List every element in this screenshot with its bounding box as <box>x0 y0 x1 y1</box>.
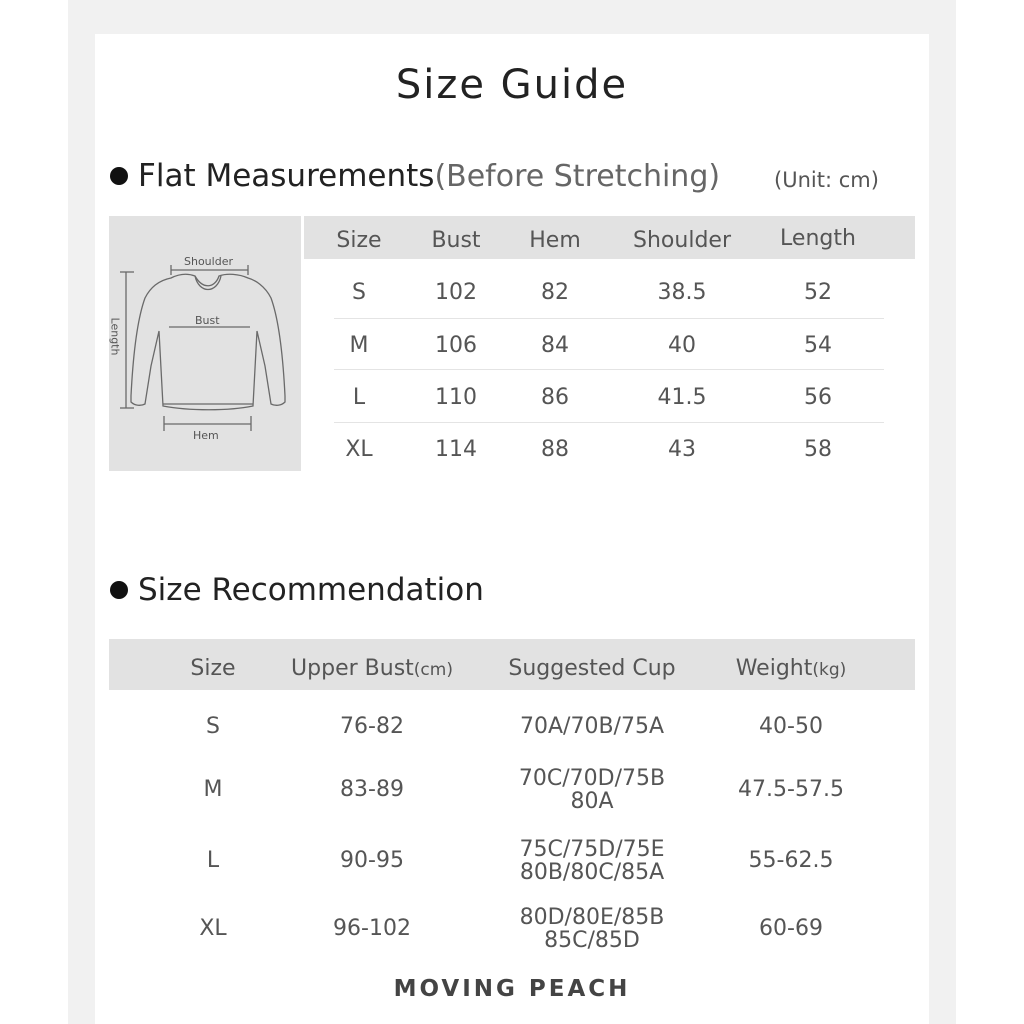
recommend-cell-weight: 55-62.5 <box>748 848 834 873</box>
recommend-cell-size: L <box>206 848 220 873</box>
recommend-cell-cup: 80B/80C/85A <box>519 860 665 885</box>
recommend-cell-cup: 75C/75D/75E <box>519 837 665 862</box>
recommend-cell-upper-bust: 76-82 <box>340 714 404 739</box>
size-recommendation-heading <box>110 572 484 608</box>
flat-cell-size: XL <box>345 437 373 462</box>
recommend-header-cup: Suggested Cup <box>508 656 676 681</box>
diagram-label-length: Length <box>108 317 122 356</box>
recommend-header-upper-bust: Upper Bust(cm) <box>291 656 453 681</box>
flat-cell-hem: 88 <box>541 437 569 462</box>
diagram-label-shoulder: Shoulder <box>184 255 233 268</box>
flat-cell-hem: 86 <box>541 385 569 410</box>
recommend-cell-weight: 40-50 <box>759 714 823 739</box>
unit-label: (Unit: cm) <box>774 168 879 192</box>
flat-cell-length: 54 <box>804 333 832 358</box>
flat-header-hem: Hem <box>529 228 581 253</box>
recommend-cell-size: S <box>206 714 220 739</box>
flat-cell-bust: 102 <box>435 280 477 305</box>
row-divider <box>334 422 884 423</box>
recommend-cell-upper-bust: 90-95 <box>340 848 404 873</box>
flat-cell-hem: 84 <box>541 333 569 358</box>
recommend-cell-size: XL <box>199 916 227 941</box>
recommend-header-weight: Weight(kg) <box>735 656 847 681</box>
recommend-cell-weight: 47.5-57.5 <box>738 777 844 802</box>
flat-cell-length: 52 <box>804 280 832 305</box>
flat-heading-paren: (Before Stretching) <box>434 158 721 194</box>
page-title: Size Guide <box>395 62 629 108</box>
flat-cell-shoulder: 38.5 <box>657 280 707 305</box>
recommend-cell-cup: 80D/80E/85B <box>519 905 665 930</box>
flat-cell-shoulder: 43 <box>668 437 696 462</box>
recommend-cell-size: M <box>203 777 223 802</box>
flat-cell-bust: 106 <box>435 333 477 358</box>
flat-measurements-heading <box>110 158 720 194</box>
recommend-cell-cup: 70A/70B/75A <box>520 714 664 739</box>
bullet-icon <box>110 167 128 185</box>
shirt-measurement-diagram <box>109 216 301 471</box>
flat-cell-length: 56 <box>804 385 832 410</box>
flat-cell-length: 58 <box>804 437 832 462</box>
recommend-heading-text: Size Recommendation <box>138 572 484 608</box>
recommend-cell-upper-bust: 83-89 <box>340 777 404 802</box>
bullet-icon <box>110 581 128 599</box>
diagram-label-hem: Hem <box>193 429 219 442</box>
brand-logo: MOVING PEACH <box>393 976 631 1002</box>
recommend-cell-cup: 80A <box>570 789 614 814</box>
row-divider <box>334 318 884 319</box>
flat-header-size: Size <box>336 228 382 253</box>
flat-cell-shoulder: 41.5 <box>657 385 707 410</box>
recommend-cell-weight: 60-69 <box>759 916 823 941</box>
flat-cell-bust: 114 <box>435 437 477 462</box>
flat-heading-text: Flat Measurements <box>138 158 435 194</box>
recommend-cell-cup: 85C/85D <box>544 928 640 953</box>
flat-cell-bust: 110 <box>435 385 477 410</box>
flat-cell-size: L <box>352 385 366 410</box>
recommend-cell-cup: 70C/70D/75B <box>518 766 666 791</box>
flat-header-shoulder: Shoulder <box>633 228 731 253</box>
recommend-cell-upper-bust: 96-102 <box>333 916 411 941</box>
flat-cell-size: M <box>349 333 369 358</box>
diagram-label-bust: Bust <box>195 314 220 327</box>
flat-cell-hem: 82 <box>541 280 569 305</box>
flat-header-length: Length <box>780 226 856 251</box>
flat-cell-size: S <box>352 280 366 305</box>
flat-header-bust: Bust <box>431 228 481 253</box>
flat-cell-shoulder: 40 <box>668 333 696 358</box>
row-divider <box>334 369 884 370</box>
recommend-header-size: Size <box>190 656 236 681</box>
